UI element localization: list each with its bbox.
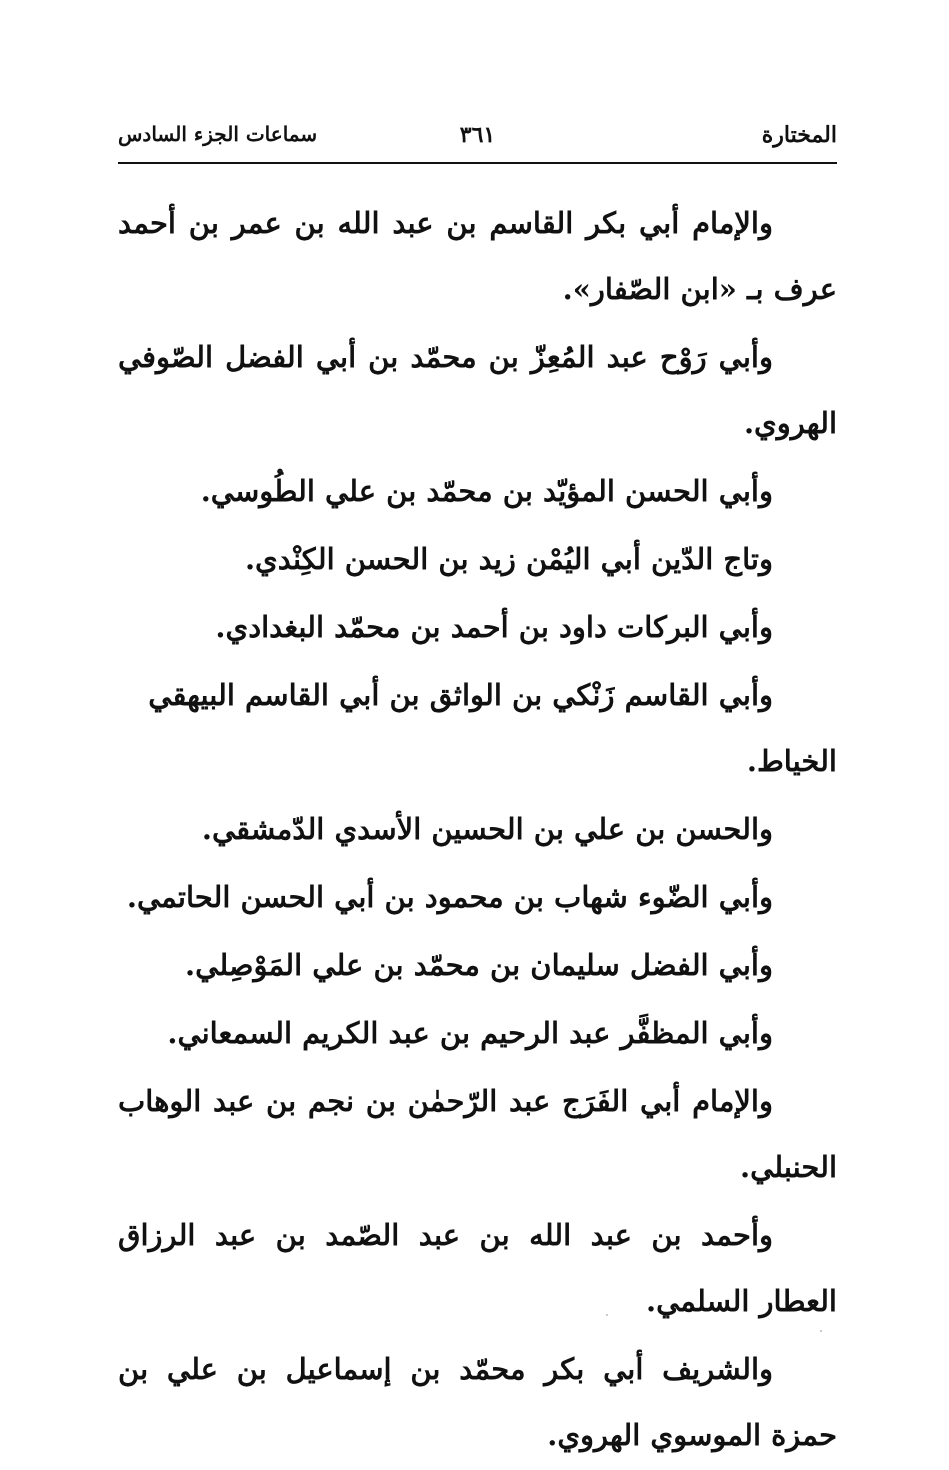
paragraph: وأبي البركات داود بن أحمد بن محمّد البغدادي. — [215, 610, 773, 644]
paragraph: والشريف أبي بكر محمّد بن إسماعيل بن علي بن حمزة الموسوي الهروي. — [118, 1352, 837, 1452]
paragraph: والإمام أبي بكر القاسم بن عبد الله بن عمر بن أحمد عرف بـ «ابن الصّفار». — [118, 206, 837, 306]
paragraph: وأبي المظفَّر عبد الرحيم بن عبد الكريم السمعاني. — [167, 1016, 773, 1050]
paragraph: وأبي رَوْح عبد المُعِزّ بن محمّد بن أبي الفضل الصّوفي الهروي. — [118, 340, 837, 440]
book-title: المختارة — [761, 122, 837, 148]
paragraph: والحسن بن علي بن الحسين الأسدي الدّمشقي. — [201, 812, 773, 846]
paragraph: وأبي الحسن المؤيّد بن محمّد بن علي الطُوسي. — [200, 474, 773, 508]
running-header — [118, 122, 837, 162]
scan-speck — [606, 1314, 608, 1316]
paragraph: وأحمد بن عبد الله بن عبد الصّمد بن عبد الرزاق العطار السلمي. — [118, 1218, 837, 1318]
body-text — [118, 190, 837, 1470]
paragraph: وتاج الدّين أبي اليُمْن زيد بن الحسن الكِنْدي. — [244, 542, 773, 576]
section-title: سماعات الجزء السادس — [118, 122, 318, 146]
page-number: ٣٦١ — [459, 122, 496, 148]
header-rule — [118, 162, 837, 164]
paragraph: والإمام أبي الفَرَج عبد الرّحمٰن بن نجم بن عبد الوهاب الحنبلي. — [118, 1084, 837, 1184]
paragraph: وأبي الضّوء شهاب بن محمود بن أبي الحسن الحاتمي. — [126, 880, 773, 914]
paragraph: وأبي القاسم زَنْكي بن الواثق بن أبي القاسم البيهقي الخياط. — [148, 678, 837, 778]
scan-speck — [820, 1330, 822, 1332]
paragraph: وأبي الفضل سليمان بن محمّد بن علي المَوْصِلي. — [185, 948, 773, 982]
